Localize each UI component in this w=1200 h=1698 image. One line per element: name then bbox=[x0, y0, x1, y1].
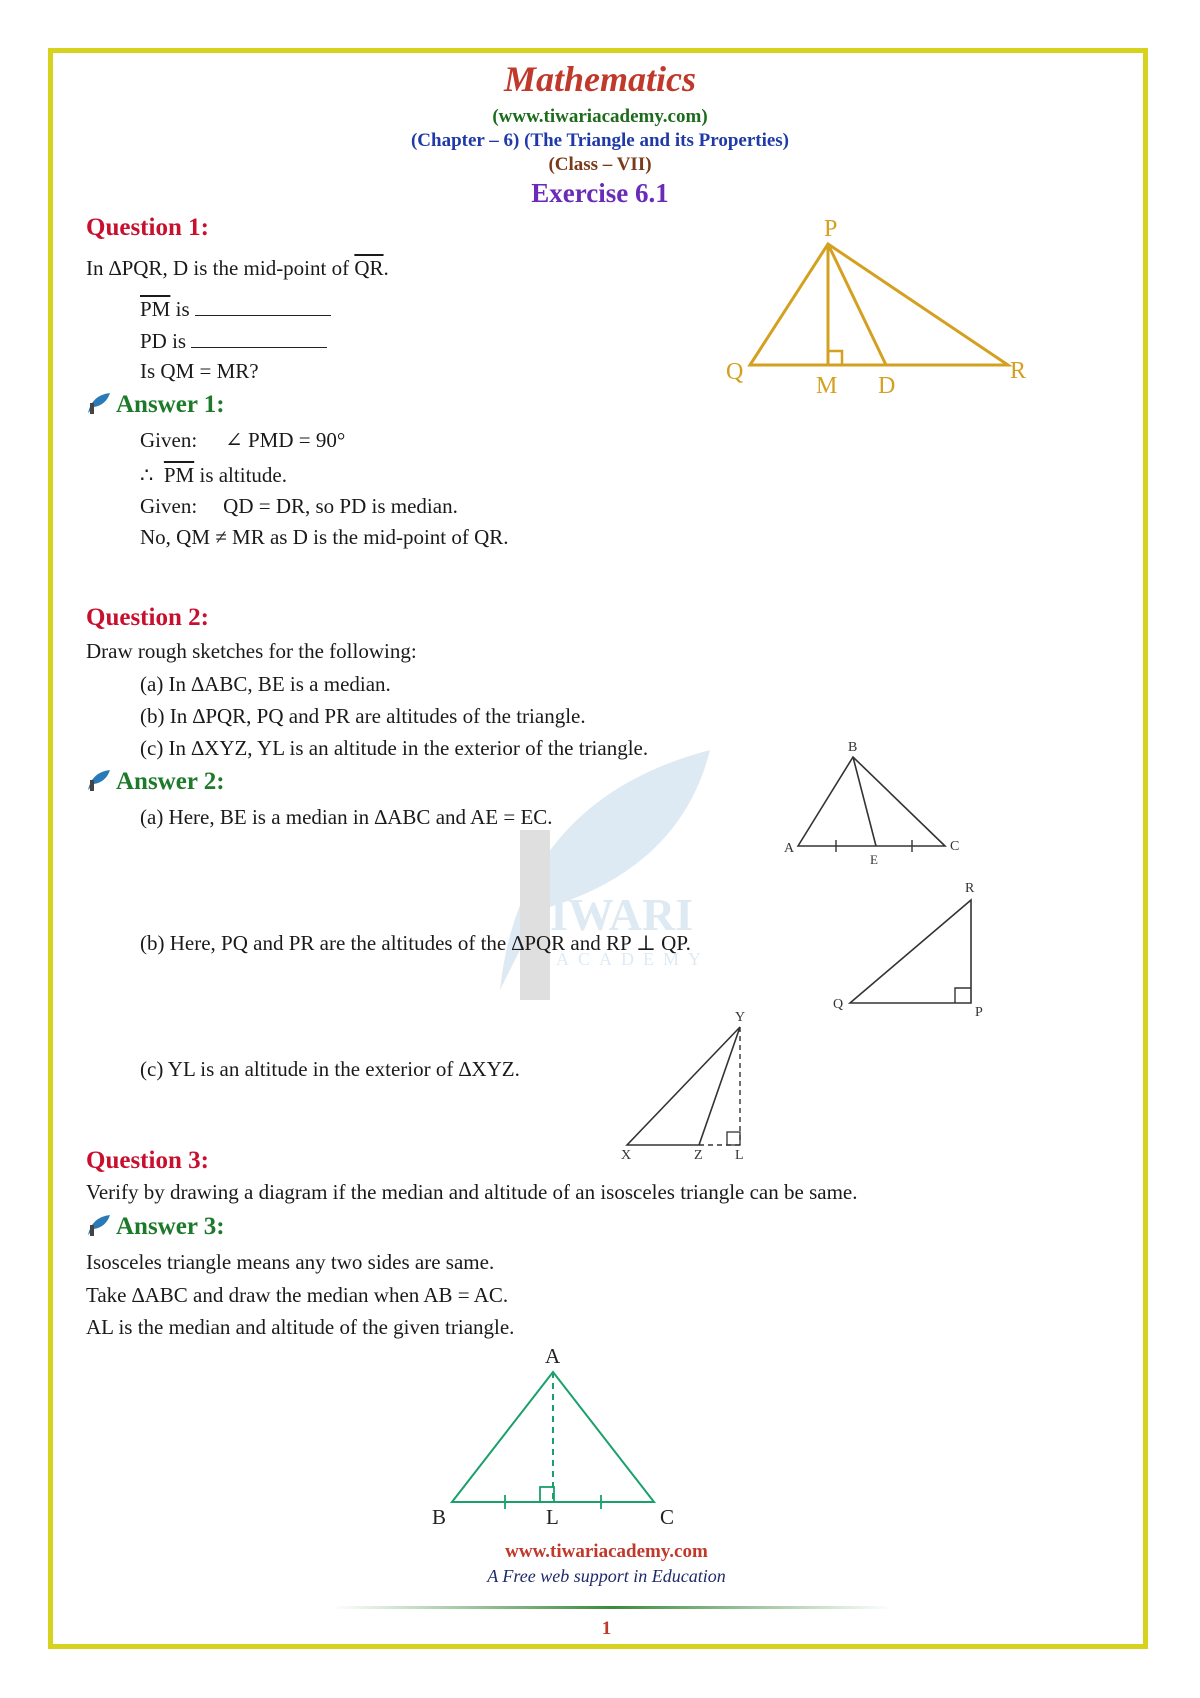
label-p: P bbox=[975, 1005, 983, 1018]
a1-altitude-text: is altitude. bbox=[194, 463, 287, 487]
q1-qm-line: Is QM = MR? bbox=[140, 359, 259, 383]
label-c: C bbox=[950, 839, 960, 854]
label-l: L bbox=[546, 1505, 559, 1529]
header-site: (www.tiwariacademy.com) bbox=[492, 106, 708, 127]
q2-intro: Draw rough sketches for the following: bbox=[86, 639, 417, 663]
right-angle-mark bbox=[727, 1132, 740, 1145]
footer-divider bbox=[332, 1606, 892, 1609]
figure-triangle-xyz-exterior bbox=[615, 1005, 755, 1160]
watermark-logo bbox=[480, 740, 740, 1010]
footer-tagline: A Free web support in Education bbox=[487, 1566, 726, 1586]
answer-3-heading bbox=[86, 1213, 225, 1241]
answer-2-heading bbox=[86, 768, 225, 796]
q2-part-c: (c) In ∆XYZ, YL is an altitude in the exterior of the triangle. bbox=[140, 736, 649, 760]
label-a: A bbox=[545, 1344, 561, 1368]
segment-pm: $\overline{PM}$ bbox=[163, 463, 195, 487]
label-y: Y bbox=[735, 1010, 746, 1025]
label-d: D bbox=[878, 373, 896, 399]
a3-line-2: Take ∆ABC and draw the median when AB = AC. bbox=[86, 1283, 509, 1307]
right-angle-mark bbox=[828, 351, 842, 365]
watermark-subtext: ACADEMY bbox=[556, 949, 711, 969]
footer-site: www.tiwariacademy.com bbox=[505, 1541, 708, 1562]
a2-part-b: (b) Here, PQ and PR are the altitudes of the ∆PQR and RP ⊥ QP. bbox=[140, 931, 691, 955]
a1-given-2-value: QD = DR, so PD is median. bbox=[223, 494, 458, 518]
page-number: 1 bbox=[601, 1618, 612, 1639]
label-x: X bbox=[621, 1148, 632, 1160]
segment-qr: $\overline{QR}$ bbox=[354, 256, 384, 280]
a1-altitude-line bbox=[140, 463, 287, 488]
question-1-line bbox=[86, 256, 389, 281]
figure-isosceles-abc bbox=[420, 1340, 690, 1530]
label-q: Q bbox=[726, 359, 744, 385]
question-2-heading: Question 2: bbox=[86, 604, 209, 631]
label-r: R bbox=[965, 881, 975, 896]
answer-blank bbox=[191, 329, 327, 348]
answer-blank bbox=[195, 297, 331, 316]
tiwari-logo-icon bbox=[86, 391, 112, 415]
q1-pd: PD is bbox=[140, 329, 187, 353]
right-angle-mark bbox=[955, 988, 971, 1003]
tiwari-logo-icon bbox=[86, 1213, 112, 1237]
exercise-title: Exercise 6.1 bbox=[531, 178, 669, 208]
answer-1-heading bbox=[86, 391, 225, 419]
question-1-heading: Question 1: bbox=[86, 214, 209, 241]
label-b: B bbox=[432, 1505, 447, 1529]
header-chapter: (Chapter – 6) (The Triangle and its Properties) bbox=[410, 130, 790, 151]
q1-pd-line bbox=[140, 329, 327, 354]
page-title: Mathematics bbox=[503, 59, 696, 99]
q1-pm-line bbox=[140, 297, 331, 322]
a1-conclusion: No, QM ≠ MR as D is the mid-point of QR. bbox=[140, 525, 509, 549]
a3-line-3: AL is the median and altitude of the given triangle. bbox=[86, 1315, 515, 1339]
answer-1-label: Answer 1: bbox=[116, 391, 225, 418]
label-c: C bbox=[660, 1505, 675, 1529]
label-a: A bbox=[784, 841, 795, 856]
label-z: Z bbox=[694, 1148, 703, 1160]
label-e: E bbox=[870, 852, 878, 865]
label-m: M bbox=[816, 373, 838, 399]
answer-2-label: Answer 2: bbox=[116, 768, 225, 795]
figure-triangle-pqr bbox=[720, 212, 1040, 402]
a1-given-2 bbox=[140, 494, 458, 519]
q3-text: Verify by drawing a diagram if the median and altitude of an isosceles triangle can be same. bbox=[86, 1180, 858, 1204]
watermark-text: IWARI bbox=[550, 889, 694, 940]
header-class: (Class – VII) bbox=[548, 154, 652, 175]
label-b: B bbox=[848, 740, 858, 755]
right-angle-mark bbox=[540, 1487, 554, 1502]
q1-text: In ∆PQR, D is the mid-point of bbox=[86, 256, 355, 280]
a1-given-2-label: Given: bbox=[140, 494, 198, 518]
q2-part-b: (b) In ∆PQR, PQ and PR are altitudes of the triangle. bbox=[140, 704, 586, 728]
a3-line-1: Isosceles triangle means any two sides are same. bbox=[86, 1250, 495, 1274]
figure-right-triangle-pqr bbox=[825, 878, 1000, 1018]
therefore-symbol: ∴ bbox=[140, 463, 154, 487]
answer-3-label: Answer 3: bbox=[116, 1213, 225, 1240]
a2-part-c: (c) YL is an altitude in the exterior of ∆XYZ. bbox=[140, 1057, 520, 1081]
label-p: P bbox=[824, 216, 838, 242]
a1-given-1-label: Given: bbox=[140, 428, 198, 452]
triangle-xyz-shape bbox=[627, 1027, 740, 1145]
label-l: L bbox=[735, 1148, 744, 1160]
a1-given-1-value: ∠ PMD = 90° bbox=[225, 428, 346, 452]
q1-pm-is: is bbox=[170, 297, 190, 321]
a2-part-a: (a) Here, BE is a median in ∆ABC and AE = EC. bbox=[140, 805, 553, 829]
triangle-abc-shape bbox=[798, 757, 945, 846]
figure-triangle-abc-median bbox=[780, 735, 970, 865]
triangle-pqr-right-shape bbox=[850, 900, 971, 1003]
segment-pm: $\overline{PM}$ bbox=[140, 297, 171, 321]
median-be bbox=[853, 757, 876, 846]
q1-text-end: . bbox=[383, 256, 389, 280]
question-3-heading: Question 3: bbox=[86, 1147, 209, 1174]
tiwari-logo-icon bbox=[86, 768, 112, 792]
label-q: Q bbox=[833, 997, 844, 1012]
a1-given-1 bbox=[140, 428, 345, 453]
label-r: R bbox=[1010, 358, 1027, 384]
q2-part-a: (a) In ∆ABC, BE is a median. bbox=[140, 672, 391, 696]
triangle-pqr-shape bbox=[750, 244, 1008, 365]
